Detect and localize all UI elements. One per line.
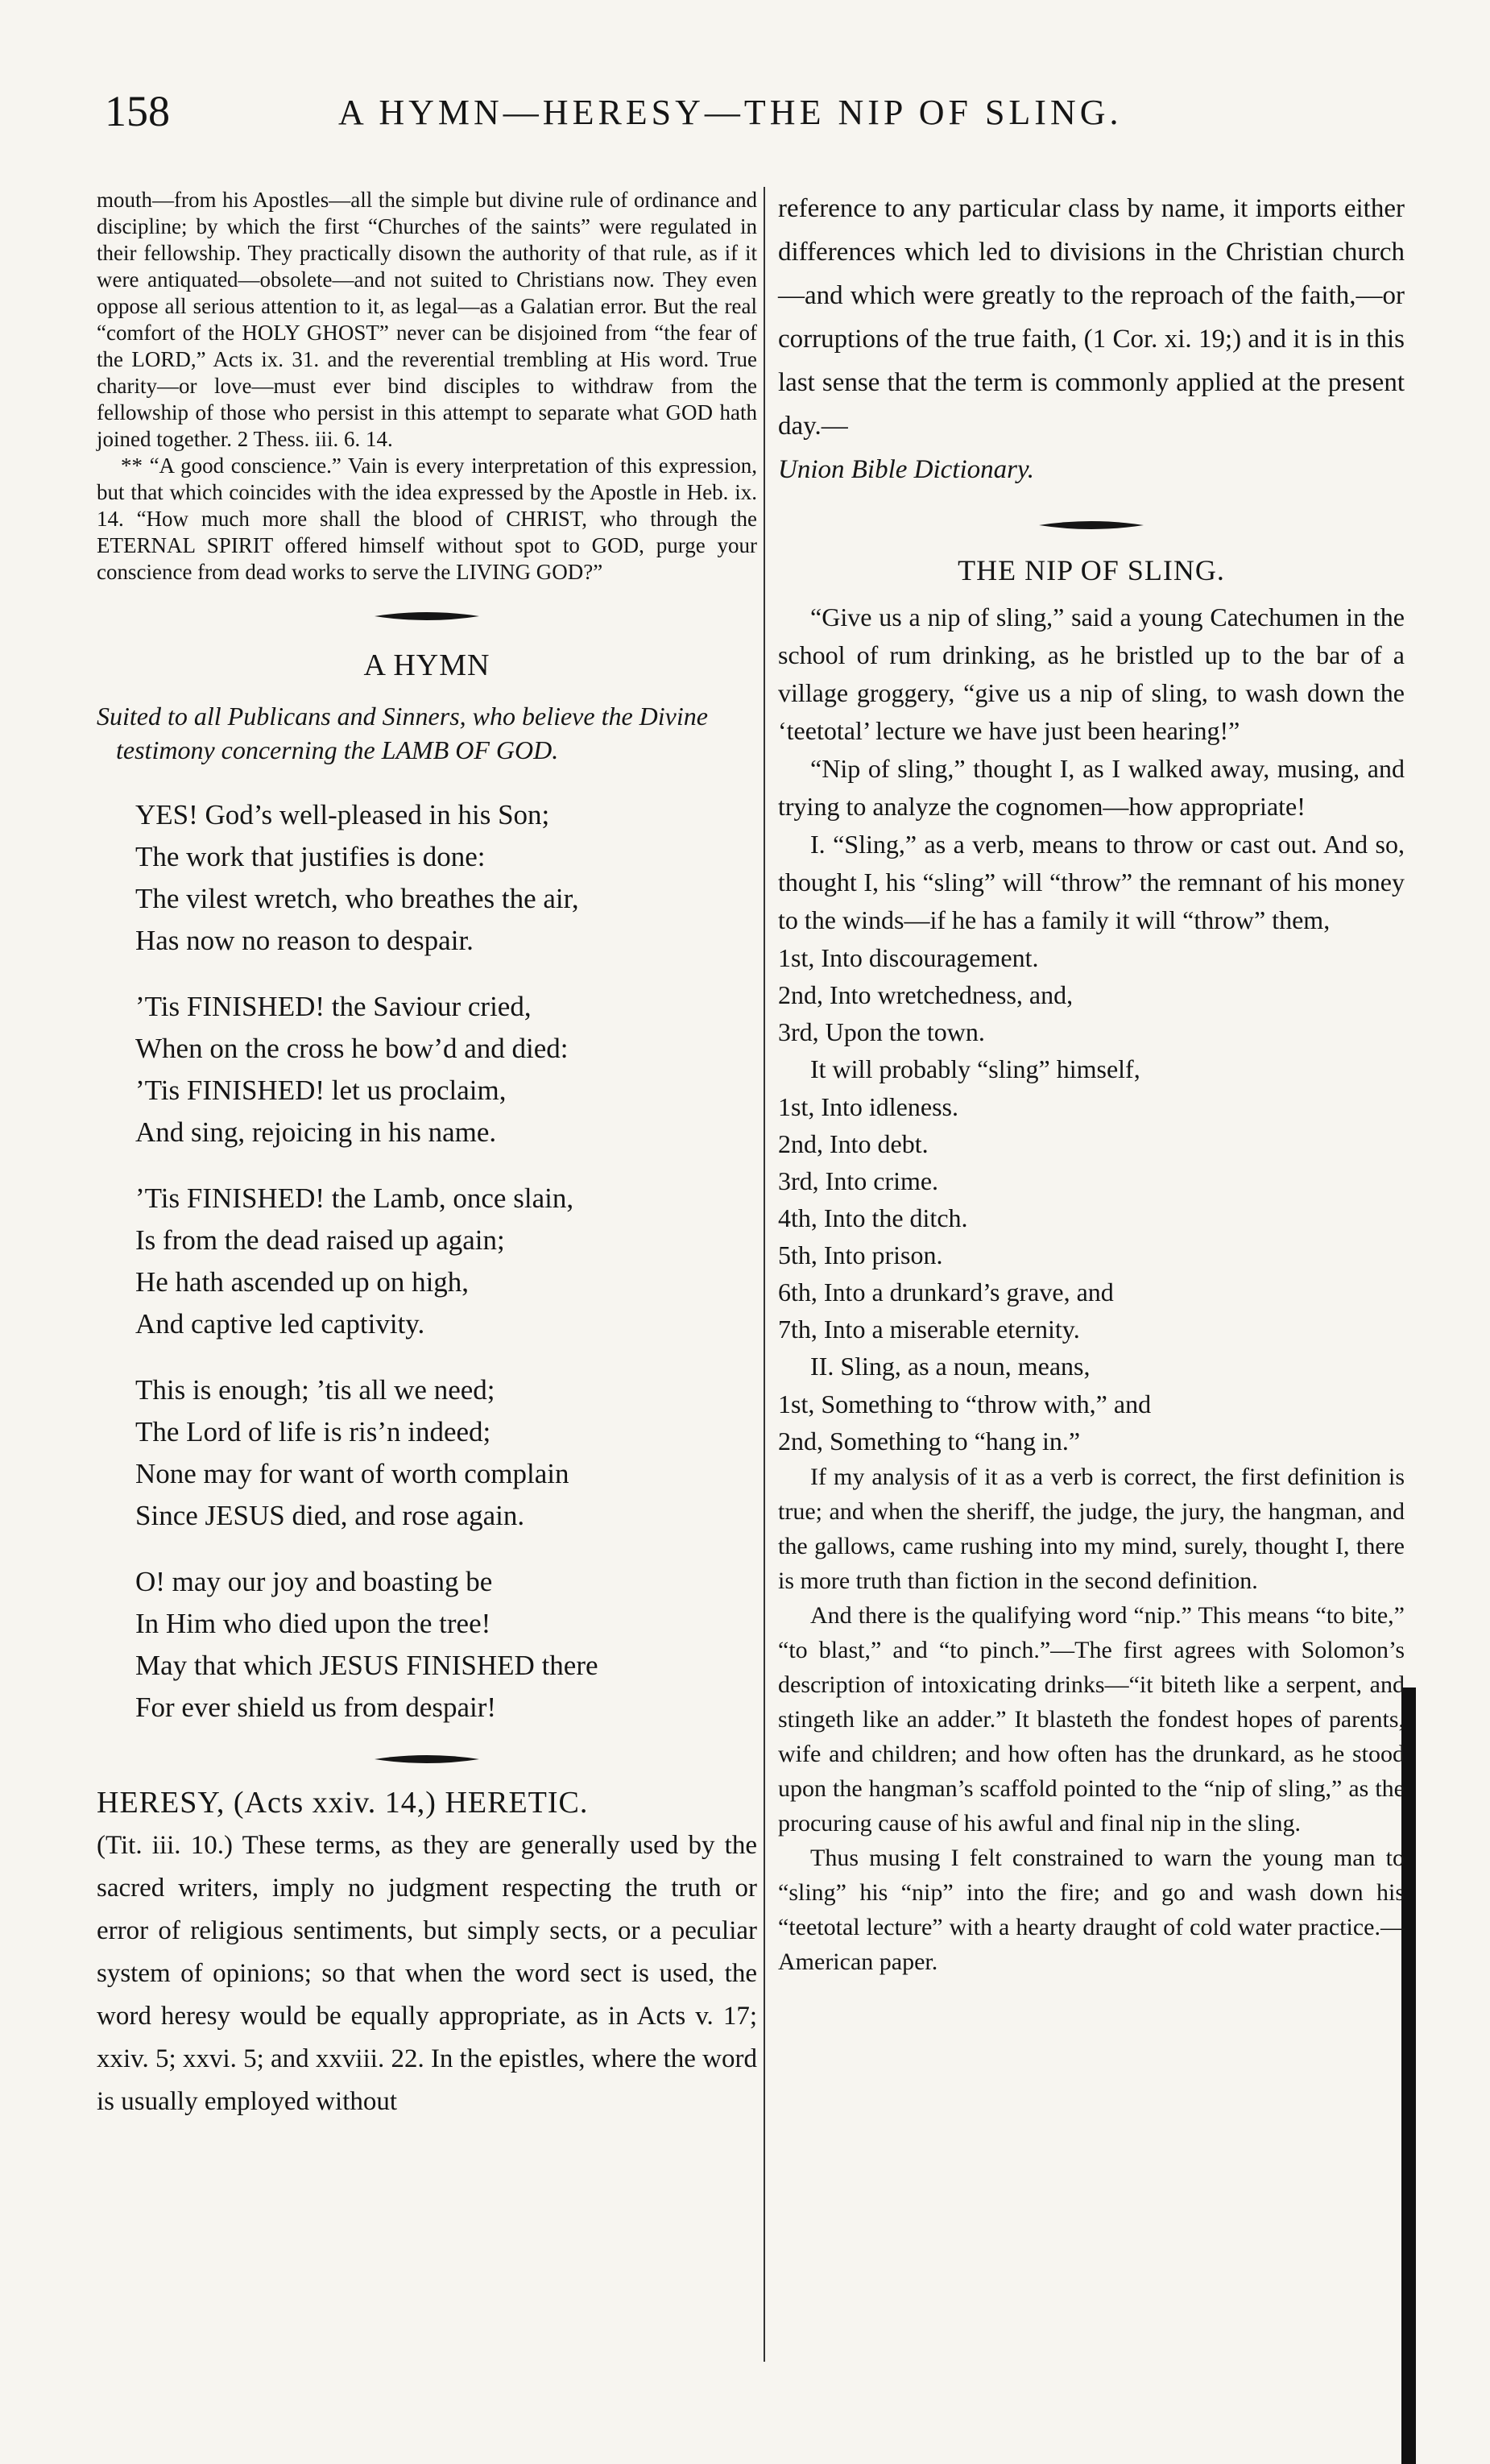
hymn-stanza	[135, 1561, 757, 1729]
stanza-line: This is enough; ’tis all we need;	[135, 1374, 495, 1406]
list-item: 2nd, Into wretchedness, and,	[778, 980, 1074, 1009]
stanza-line: May that which JESUS FINISHED there	[135, 1650, 598, 1681]
right-column	[778, 187, 1405, 1979]
heresy-source: Union Bible Dictionary.	[778, 455, 1035, 484]
section-ornament	[97, 1753, 757, 1770]
list-item: 1st, Into idleness.	[778, 1092, 958, 1121]
nip-paragraph: I. “Sling,” as a verb, means to throw or cast out. And so, thought I, his “sling” will “throw” the remnant of his money to the winds—if he has a family it will “throw” them,	[778, 830, 1405, 934]
list-item: 7th, Into a miserable eternity.	[778, 1315, 1080, 1344]
list-sling-noun	[778, 1385, 1405, 1460]
stanza-line: YES! God’s well-pleased in his Son;	[135, 799, 550, 830]
stanza-line: In Him who died upon the tree!	[135, 1608, 491, 1639]
stanza-line: The Lord of life is ris’n indeed;	[135, 1416, 491, 1447]
hymn-subtitle: Suited to all Publicans and Sinners, who believe the Divine testimony concerning the LAMB OF GOD.	[97, 702, 708, 764]
list-item: 1st, Into discouragement.	[778, 943, 1039, 972]
list-throw-family	[778, 939, 1405, 1050]
nip-paragraph: If my analysis of it as a verb is correct, the first definition is true; and when the sheriff, the judge, the jury, the hangman, and the gallows, came rushing into my mind, surely, thought I, there is more truth than fiction in the second definition.	[778, 1464, 1405, 1594]
footnote-good-conscience: ** “A good conscience.” Vain is every interpretation of this expression, but that which coincides with the idea expressed by the Apostle in Heb. ix. 14. “How much more shall the blood of CHRIST, who through the ETERNAL SPIRIT offered himself without spot to GOD, purge your conscience from dead works to serve the LIVING GOD?”	[97, 453, 757, 584]
section-ornament	[97, 610, 757, 627]
list-sling-himself	[778, 1088, 1405, 1348]
heresy-heading: HERESY, (Acts xxiv. 14,) HERETIC.	[97, 1786, 589, 1820]
hymn-title: A HYMN	[363, 648, 490, 682]
footnote-continued: mouth—from his Apostles—all the simple but divine rule of ordinance and discipline; by which the first “Churches of the saints” were regulated in their fellowship. They practically disown the authority of that rule, as if it were antiquated—obsolete—and not suited to Christians now. They even oppose all serious attention to it, as legal—as a Galatian error. But the real “comfort of the HOLY GHOST” never can be disjoined from “the fear of the LORD,” Acts ix. 31. and the reverential trembling at His word. True charity—or love—must ever bind disciples to withdraw from the fellowship of those who persist in this attempt to separate what GOD hath joined together. 2 Thess. iii. 6. 14.	[97, 188, 757, 451]
nip-title: THE NIP OF SLING.	[958, 554, 1225, 586]
list-item: 4th, Into the ditch.	[778, 1203, 968, 1232]
list-item: 6th, Into a drunkard’s grave, and	[778, 1278, 1114, 1307]
stanza-line: And captive led captivity.	[135, 1308, 425, 1340]
page-header	[105, 87, 1361, 135]
nip-paragraph: It will probably “sling” himself,	[810, 1054, 1140, 1083]
hymn-stanza	[135, 794, 757, 962]
stanza-line: O! may our joy and boasting be	[135, 1566, 493, 1597]
heresy-text: (Tit. iii. 10.) These terms, as they are generally used by the sacred writers, imply no judgment respecting the truth or error of religious sentiments, but simply sects, or a peculiar system of opinions; so that when the word sect is used, the word heresy would be equally appropriate, as in Acts v. 17; xxiv. 5; xxvi. 5; and xxviii. 22. In the epistles, where the word is usually employed without	[97, 1831, 757, 2116]
list-item: 3rd, Upon the town.	[778, 1017, 985, 1046]
nip-paragraph: Thus musing I felt constrained to warn the young man to “sling” his “nip” into the fire; and go and wash down his “teetotal lecture” with a hearty draught of cold water practice.—American paper.	[778, 1845, 1405, 1975]
nip-paragraph: And there is the qualifying word “nip.” This means “to bite,” “to blast,” and “to pinch.”—The first agrees with Solomon’s description of intoxicating drinks—“it biteth like a serpent, and stingeth like an adder.” It blasteth the fondest hopes of parents, wife and children; and how often has the drunkard, as he stood upon the hangman’s scaffold pointed to the “nip of sling,” as the procuring cause of his awful and final nip in the sling.	[778, 1602, 1405, 1837]
nip-paragraph: “Nip of sling,” thought I, as I walked away, musing, and trying to analyze the cognomen—how appropriate!	[778, 754, 1405, 821]
stanza-line: Has now no reason to despair.	[135, 925, 474, 956]
stanza-line: The work that justifies is done:	[135, 841, 486, 872]
page-number: 158	[105, 87, 170, 135]
stanza-line: He hath ascended up on high,	[135, 1266, 470, 1298]
stanza-line: When on the cross he bow’d and died:	[135, 1033, 569, 1064]
hymn-stanza	[135, 1369, 757, 1537]
stanza-line: ’Tis FINISHED! the Lamb, once slain,	[135, 1182, 574, 1214]
nip-paragraph: “Give us a nip of sling,” said a young Catechumen in the school of rum drinking, as he bristled up to the bar of a village groggery, “give us a nip of sling, to wash down the ‘teetotal’ lecture we have just been hearing!”	[778, 603, 1405, 745]
stanza-line: ’Tis FINISHED! let us proclaim,	[135, 1075, 507, 1106]
list-item: 3rd, Into crime.	[778, 1166, 939, 1195]
stanza-line: None may for want of worth complain	[135, 1458, 569, 1489]
stanza-line: ’Tis FINISHED! the Saviour cried,	[135, 991, 532, 1022]
column-divider	[764, 187, 765, 2362]
stanza-line: For ever shield us from despair!	[135, 1692, 497, 1723]
list-item: 2nd, Into debt.	[778, 1129, 929, 1158]
list-item: 2nd, Something to “hang in.”	[778, 1427, 1081, 1456]
section-ornament	[778, 519, 1405, 536]
stanza-line: And sing, rejoicing in his name.	[135, 1116, 497, 1148]
stanza-line: Since JESUS died, and rose again.	[135, 1500, 525, 1531]
list-item: 1st, Something to “throw with,” and	[778, 1389, 1152, 1418]
hymn-stanza	[135, 1178, 757, 1345]
stanza-line: The vilest wretch, who breathes the air,	[135, 883, 579, 914]
left-column	[97, 187, 757, 2123]
hymn-stanza	[135, 986, 757, 1153]
running-title: A HYMN—HERESY—THE NIP OF SLING.	[338, 93, 1123, 132]
nip-paragraph: II. Sling, as a noun, means,	[810, 1352, 1091, 1381]
stanza-line: Is from the dead raised up again;	[135, 1224, 505, 1256]
heresy-continuation: reference to any particular class by name, it imports either differences which led to divisions in the Christian church—and which were greatly to the reproach of the faith,—or corruptions of the true faith, (1 Cor. xi. 19;) and it is in this last sense that the term is commonly applied at the present day.—	[778, 194, 1405, 441]
list-item: 5th, Into prison.	[778, 1240, 943, 1269]
